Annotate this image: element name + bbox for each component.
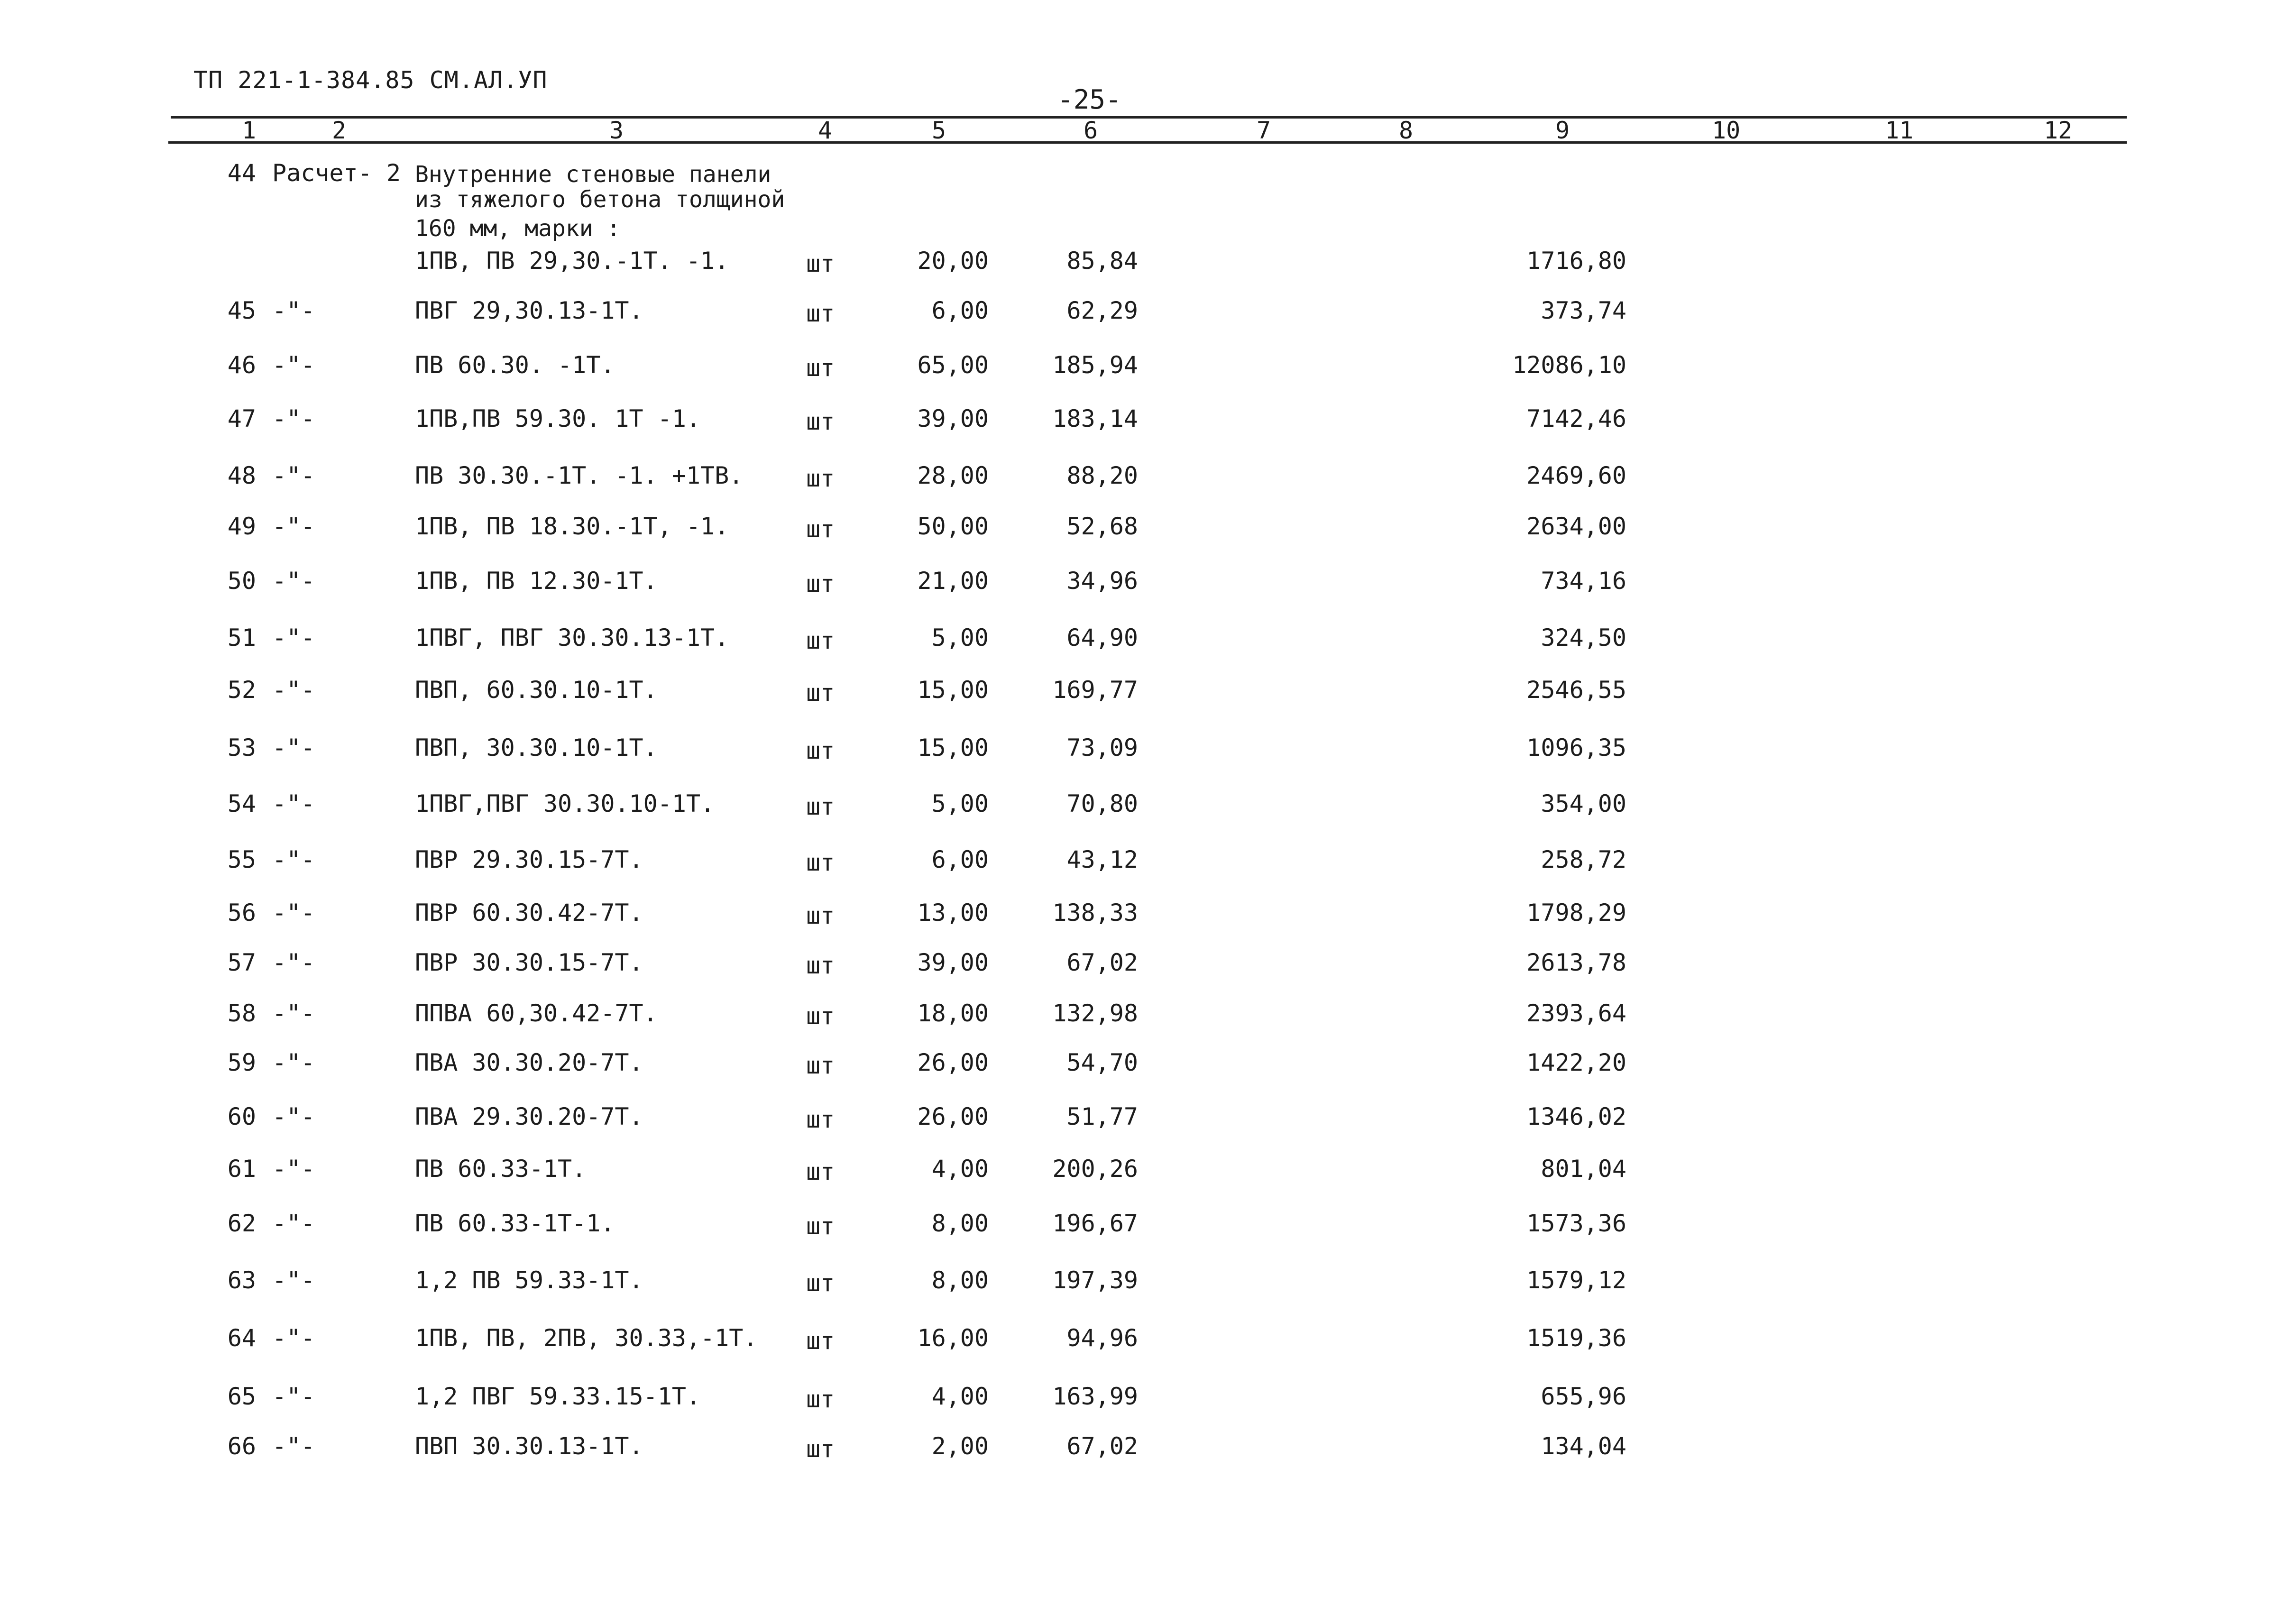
quantity: 4,00 [931,1383,989,1410]
unit-price: 64,90 [1066,624,1138,651]
unit-price: 132,98 [1052,1000,1138,1027]
unit: шт [806,1002,835,1030]
work-type: -"- [272,1383,315,1410]
work-type: -"- [272,297,315,324]
item-description: 1ПВ, ПВ 29,30.-1Т. -1. [415,247,729,275]
page-number: -25- [1057,84,1121,115]
item-description: 1ПВГ,ПВГ 30.30.10-1Т. [415,790,715,817]
total-cost: 7142,46 [1526,405,1626,432]
unit: шт [806,679,835,706]
unit: шт [806,1052,835,1079]
row-number: 58 [227,1000,256,1027]
item-description: ПВР 60.30.42-7Т. [415,899,643,927]
quantity: 18,00 [917,1000,989,1027]
unit: шт [806,627,835,654]
work-type: -"- [272,513,315,540]
total-cost: 1519,36 [1526,1324,1626,1352]
row-number: 62 [227,1210,256,1237]
work-type: -"- [272,949,315,976]
item-description: ПВ 60.33-1Т. [415,1155,587,1183]
total-cost: 2613,78 [1526,949,1626,976]
unit-price: 185,94 [1052,351,1138,379]
unit: шт [806,408,835,435]
total-cost: 2469,60 [1526,462,1626,489]
quantity: 39,00 [917,949,989,976]
document-code: ТП 221-1-384.85 СМ.АЛ.УП [193,66,548,94]
work-type: -"- [272,351,315,379]
unit: шт [806,1106,835,1133]
work-type: -"- [272,734,315,762]
total-cost: 258,72 [1541,846,1626,873]
unit-price: 70,80 [1066,790,1138,817]
unit: шт [806,952,835,979]
total-cost: 1346,02 [1526,1103,1626,1130]
item-description: 1ПВ, ПВ 12.30-1Т. [415,567,658,595]
unit-price: 34,96 [1066,567,1138,595]
group-description-line: 160 мм, марки : [415,215,621,242]
total-cost: 734,16 [1541,567,1626,595]
total-cost: 2634,00 [1526,513,1626,540]
unit: шт [806,1212,835,1240]
quantity: 16,00 [917,1324,989,1352]
quantity: 28,00 [917,462,989,489]
work-type: -"- [272,1432,315,1460]
quantity: 15,00 [917,734,989,762]
unit: шт [806,1327,835,1355]
item-description: 1ПВ,ПВ 59.30. 1Т -1. [415,405,701,432]
unit-price: 183,14 [1052,405,1138,432]
unit-price: 169,77 [1052,676,1138,704]
item-description: 1,2 ПВ 59.33-1Т. [415,1266,643,1294]
row-number: 44 [227,159,256,187]
total-cost: 2393,64 [1526,1000,1626,1027]
unit-price: 88,20 [1066,462,1138,489]
work-type: -"- [272,462,315,489]
unit-price: 163,99 [1052,1383,1138,1410]
work-type: -"- [272,1000,315,1027]
group-description-line: из тяжелого бетона толщиной [415,186,785,213]
work-type: -"- [272,676,315,704]
group-description-line: Внутренние стеновые панели [415,161,771,188]
total-cost: 801,04 [1541,1155,1626,1183]
total-cost: 1096,35 [1526,734,1626,762]
unit-price: 85,84 [1066,247,1138,275]
row-number: 56 [227,899,256,927]
unit-price: 138,33 [1052,899,1138,927]
quantity: 26,00 [917,1049,989,1076]
work-type: -"- [272,846,315,873]
unit: шт [806,570,835,597]
total-cost: 655,96 [1541,1383,1626,1410]
row-number: 59 [227,1049,256,1076]
row-number: 52 [227,676,256,704]
unit-price: 196,67 [1052,1210,1138,1237]
quantity: 4,00 [931,1155,989,1183]
quantity: 26,00 [917,1103,989,1130]
unit: шт [806,515,835,543]
unit: шт [806,250,835,277]
row-number: 53 [227,734,256,762]
unit: шт [806,902,835,929]
total-cost: 1579,12 [1526,1266,1626,1294]
quantity: 21,00 [917,567,989,595]
row-number: 57 [227,949,256,976]
quantity: 8,00 [931,1210,989,1237]
total-cost: 1716,80 [1526,247,1626,275]
work-type: -"- [272,1103,315,1130]
unit: шт [806,1269,835,1297]
row-number: 64 [227,1324,256,1352]
row-number: 47 [227,405,256,432]
item-description: ППВА 60,30.42-7Т. [415,1000,658,1027]
unit: шт [806,849,835,876]
row-number: 61 [227,1155,256,1183]
total-cost: 1573,36 [1526,1210,1626,1237]
row-number: 48 [227,462,256,489]
unit-price: 67,02 [1066,949,1138,976]
unit: шт [806,737,835,764]
total-cost: 2546,55 [1526,676,1626,704]
quantity: 6,00 [931,846,989,873]
work-type: -"- [272,790,315,817]
unit-price: 54,70 [1066,1049,1138,1076]
work-type: -"- [272,624,315,651]
item-description: ПВР 29.30.15-7Т. [415,846,643,873]
total-cost: 373,74 [1541,297,1626,324]
unit: шт [806,793,835,820]
work-type: Расчет- 2 [272,159,401,187]
quantity: 13,00 [917,899,989,927]
unit-price: 52,68 [1066,513,1138,540]
row-number: 50 [227,567,256,595]
quantity: 2,00 [931,1432,989,1460]
row-number: 46 [227,351,256,379]
item-description: ПВ 60.30. -1Т. [415,351,615,379]
row-number: 63 [227,1266,256,1294]
total-cost: 324,50 [1541,624,1626,651]
unit-price: 62,29 [1066,297,1138,324]
item-description: ПВ 60.33-1Т-1. [415,1210,615,1237]
total-cost: 1422,20 [1526,1049,1626,1076]
item-description: ПВ 30.30.-1Т. -1. +1ТВ. [415,462,744,489]
work-type: -"- [272,1210,315,1237]
row-number: 54 [227,790,256,817]
unit-price: 200,26 [1052,1155,1138,1183]
work-type: -"- [272,1049,315,1076]
total-cost: 134,04 [1541,1432,1626,1460]
item-description: ПВП, 60.30.10-1Т. [415,676,658,704]
unit-price: 67,02 [1066,1432,1138,1460]
header-bottom-rule [168,141,2127,144]
item-description: ПВП, 30.30.10-1Т. [415,734,658,762]
unit: шт [806,1158,835,1185]
unit: шт [806,1435,835,1463]
quantity: 15,00 [917,676,989,704]
work-type: -"- [272,899,315,927]
quantity: 65,00 [917,351,989,379]
unit-price: 73,09 [1066,734,1138,762]
work-type: -"- [272,567,315,595]
work-type: -"- [272,1324,315,1352]
unit-price: 197,39 [1052,1266,1138,1294]
quantity: 5,00 [931,790,989,817]
quantity: 50,00 [917,513,989,540]
total-cost: 354,00 [1541,790,1626,817]
row-number: 60 [227,1103,256,1130]
quantity: 6,00 [931,297,989,324]
total-cost: 1798,29 [1526,899,1626,927]
item-description: 1ПВ, ПВ 18.30.-1Т, -1. [415,513,729,540]
work-type: -"- [272,405,315,432]
unit: шт [806,300,835,327]
unit: шт [806,354,835,382]
work-type: -"- [272,1266,315,1294]
unit-price: 51,77 [1066,1103,1138,1130]
item-description: ПВР 30.30.15-7Т. [415,949,643,976]
row-number: 51 [227,624,256,651]
row-number: 45 [227,297,256,324]
item-description: ПВА 30.30.20-7Т. [415,1049,643,1076]
item-description: ПВП 30.30.13-1Т. [415,1432,643,1460]
header-top-rule [171,116,2127,119]
item-description: ПВГ 29,30.13-1Т. [415,297,643,324]
item-description: 1,2 ПВГ 59.33.15-1Т. [415,1383,701,1410]
quantity: 8,00 [931,1266,989,1294]
item-description: ПВА 29.30.20-7Т. [415,1103,643,1130]
item-description: 1ПВГ, ПВГ 30.30.13-1Т. [415,624,729,651]
quantity: 5,00 [931,624,989,651]
item-description: 1ПВ, ПВ, 2ПВ, 30.33,-1Т. [415,1324,758,1352]
unit: шт [806,1385,835,1413]
quantity: 39,00 [917,405,989,432]
row-number: 66 [227,1432,256,1460]
row-number: 55 [227,846,256,873]
unit-price: 94,96 [1066,1324,1138,1352]
total-cost: 12086,10 [1512,351,1626,379]
quantity: 20,00 [917,247,989,275]
unit: шт [806,465,835,492]
row-number: 49 [227,513,256,540]
work-type: -"- [272,1155,315,1183]
unit-price: 43,12 [1066,846,1138,873]
row-number: 65 [227,1383,256,1410]
